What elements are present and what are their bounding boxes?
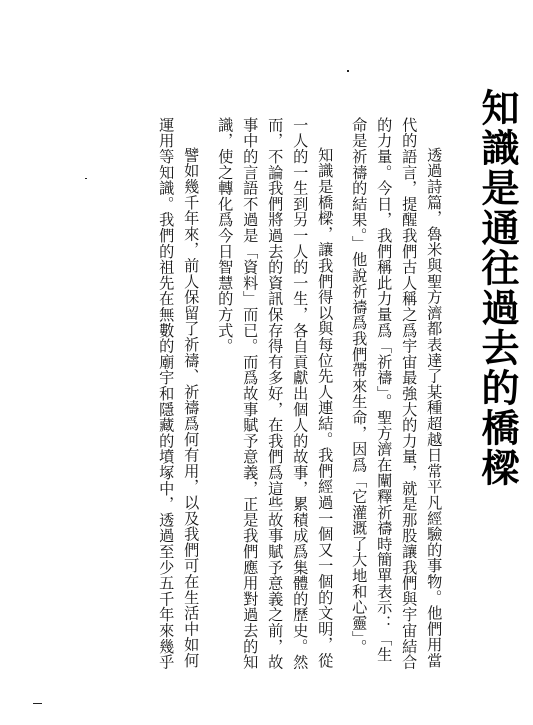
- text-column: 譬如幾千年來，前人保留了祈禱、祈禱爲何有用，以及我們可在生活中如何: [182, 147, 201, 669]
- scan-speck: [85, 178, 87, 179]
- text-column: 運用等知識。我們的祖先在無數的廟宇和隱藏的墳塚中，透過至少五千年來幾乎: [157, 117, 176, 670]
- text-column: 事中的言語不過是「資料」而已。而爲故事賦予意義，正是我們應用對過去的知: [241, 117, 260, 670]
- chapter-title: 知識是通往過去的橋樑: [475, 88, 520, 488]
- text-column: 一人的一生到另一人的一生，各自貢獻出個人的故事，累積成爲集體的歷史。然: [291, 117, 310, 670]
- text-column: 知識是橋樑，讓我們得以與每位先人連結。我們經過一個又一個的文明，從: [316, 147, 335, 669]
- scan-speck: [33, 703, 42, 704]
- text-column: 代的語言，提醒我們古人稱之爲宇宙最強大的力量，就是那股讓我們與宇宙結合: [400, 117, 419, 670]
- scan-speck: [347, 70, 349, 72]
- text-column: 的力量。今日，我們稱此力量爲「祈禱」。聖方濟在闡釋祈禱時簡單表示：「生: [375, 117, 394, 663]
- text-column: 而，不論我們將過去的資訊保存得有多好，在我們爲這些故事賦予意義之前，故: [266, 117, 285, 670]
- text-column: 命是祈禱的結果。」他說祈禱爲我們帶來生命，因爲「它灌溉了大地和心靈」。: [350, 117, 369, 655]
- text-column: 識，使之轉化爲今日智慧的方式。: [216, 117, 235, 354]
- text-column: 透過詩篇，魯米與聖方濟都表達了某種超越日常平凡經驗的事物。他們用當: [425, 147, 444, 669]
